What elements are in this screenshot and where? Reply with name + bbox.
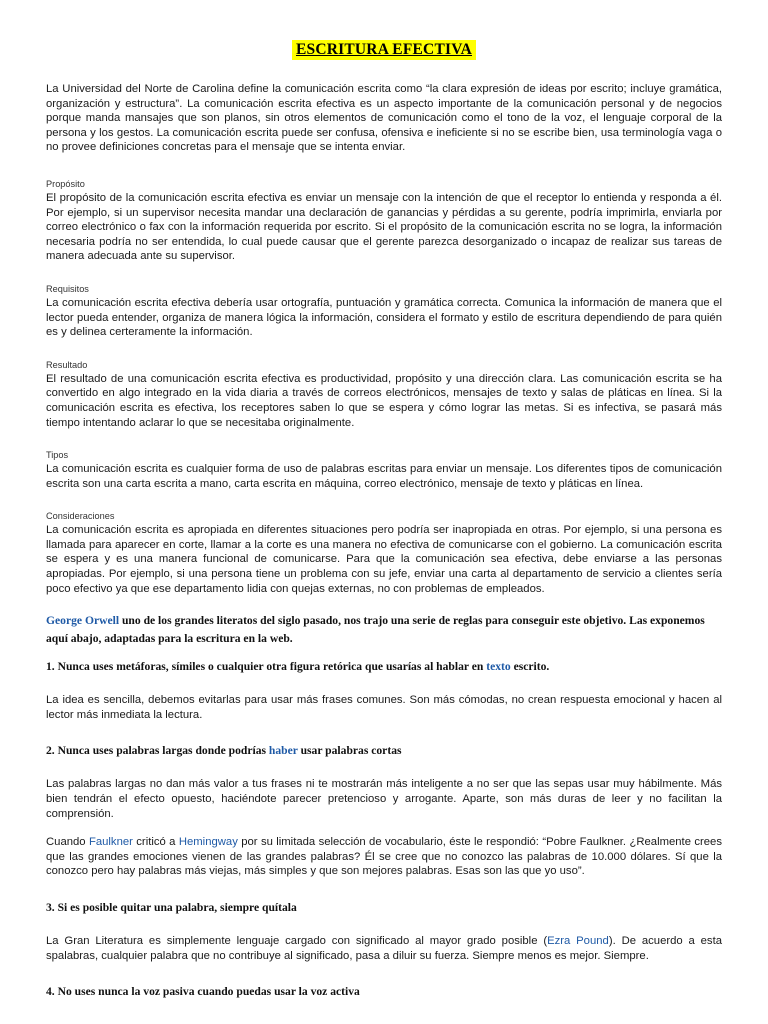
hemingway-link[interactable]: Hemingway <box>178 836 238 849</box>
george-orwell-link[interactable]: George Orwell <box>46 614 120 628</box>
rule-1-heading <box>46 658 722 676</box>
rule-4-heading: 4. No uses nunca la voz pasiva cuando puedas usar la voz activa <box>46 985 360 999</box>
section-heading: Tipos <box>46 450 69 461</box>
rule-2-text: 2. Nunca uses palabras largas donde podrías <box>46 744 269 758</box>
section-body: El resultado de una comunicación escrita efectiva es productividad, propósito y una dirección clara. Las comunicación escrita se ha convertido en algo integrado en la vida diaria a través de correos electrónicos, mensajes de texto y salas de pláticas en línea. Si la comunicación escrita es efectiva, los receptores saben lo que se espera y cómo lograr las metas. Si es infectiva, se pasará más tiempo intentando aclarar lo que se necesitaba originalmente. <box>46 372 722 429</box>
section-body: La comunicación escrita es cualquier forma de uso de palabras escritas para enviar un mensaje. Los diferentes tipos de comunicación escrita son una carta escrita a mano, carta escrita en máquina, correo electrónico, mensaje de texto y pláticas en línea. <box>46 463 722 490</box>
title-wrap <box>46 40 722 60</box>
rule-3-heading: 3. Si es posible quitar una palabra, siempre quítala <box>46 901 297 914</box>
page-title: ESCRITURA EFECTIVA <box>292 40 476 60</box>
texto-link[interactable]: texto <box>486 660 511 674</box>
rule-1-body: La idea es sencilla, debemos evitarlas para usar más frases comunes. Son más cómodas, no crean respuesta emocional y hacen al lector más inmediata la lectura. <box>46 694 722 721</box>
section-proposito <box>46 179 722 264</box>
section-heading: Propósito <box>46 178 85 189</box>
orwell-intro-text: uno de los grandes literatos del siglo pasado, nos trajo una serie de reglas para conseguir este objetivo. Las exponemos aquí abajo, adaptadas para la escritura en la web. <box>46 614 705 646</box>
quote-text: Cuando <box>46 836 89 849</box>
rule-3-body <box>46 934 722 963</box>
rule-2-quote <box>46 835 722 879</box>
haber-link[interactable]: haber <box>268 744 298 758</box>
rule-1-text-end: escrito. <box>510 660 550 674</box>
section-requisitos <box>46 284 722 340</box>
rule-3-text: La Gran Literatura es simplemente lenguaje cargado con significado al mayor grado posible ( <box>46 935 548 947</box>
section-heading: Resultado <box>46 359 88 370</box>
faulkner-link[interactable]: Faulkner <box>88 836 133 849</box>
rule-2-heading <box>46 742 722 760</box>
rule-1-text: 1. Nunca uses metáforas, símiles o cualquier otra figura retórica que usarías al hablar en <box>46 660 487 674</box>
section-body: La comunicación escrita es apropiada en diferentes situaciones pero podría ser inapropiada en otras. Por ejemplo, si una persona es llamada para aparecer en corte, llamar a la corte es una manera no efectiva de comunicarse con el gobierno. La comunicación escrita se espera y es una manera funcional de comunicarse. Para que la comunicación sea efectiva, debe enviarse a las personas apropiadas. Por ejemplo, si una persona tiene un problema con su jefe, enviar una carta al departamento de servicio a clientes sería poco efectivo ya que ese departamento lidia con quejas externas, no con problemas de empleados. <box>46 524 722 595</box>
section-body: El propósito de la comunicación escrita efectiva es enviar un mensaje con la intención de que el receptor lo entienda y responda a él. Por ejemplo, si un supervisor necesita mandar una declaración de ganancias y pérdidas a su gerente, podría imprimirla, enviarla por correo electrónico o fax con la información requerida por escrito. Si el propósito de la comunicación escrita no se logra, la información necesaria podría no ser entendida, lo cual puede causar que el gerente parezca desorganizado o incapaz de realizar sus tareas de manera adecuada ante su supervisor. <box>46 191 722 263</box>
rule-3-text-end: ). De acuerdo a esta spalabras, cualquier palabra que no contribuye al significado, pasa a diluir su fuerza. Siempre menos es mejor. Siempre. <box>46 935 722 962</box>
ezra-pound-link[interactable]: Ezra Pound <box>547 935 609 947</box>
rule-2-text-end: usar palabras cortas <box>297 744 402 758</box>
section-body: La comunicación escrita efectiva debería usar ortografía, puntuación y gramática correcta. Comunica la información de manera que el lector pueda entender, organiza de manera lógica la información, considera el formato y estilo de escritura dependiendo de para quién es y delinea certeramente la información. <box>46 296 722 339</box>
section-tipos <box>46 450 722 491</box>
intro-paragraph: La Universidad del Norte de Carolina define la comunicación escrita como “la clara expresión de ideas por escrito; incluye gramática, organización y estructura”. La comunicación escrita efectiva es un aspecto importante de la comunicación personal y de negocios porque manda mansajes que son planos, sin otros elementos de comunicación como el tono de la voz, el lenguaje corporal de la persona y los gestos. La comunicación escrita puede ser confusa, ofensiva e ineficiente si no se escribe bien, usa terminología vaga o no provee definiciones concretas para el mensaje que se intenta enviar. <box>46 83 722 154</box>
orwell-intro <box>46 612 722 648</box>
quote-text-end: por su limitada selección de vocabulario, éste le respondió: “Pobre Faulkner. ¿Realmente crees que las grandes emociones vienen de las grandes palabras? Él se cree que no conozco las palabras de 10.000 dólares. Sí que la conozco pero hay palabras más viejas, más simples y que son mejores palabras. Esas son las que yo uso”. <box>46 836 722 878</box>
section-heading: Requisitos <box>46 283 89 294</box>
section-heading: Consideraciones <box>46 511 115 522</box>
rule-2-body: Las palabras largas no dan más valor a tus frases ni te mostrarán más inteligente a no ser que las sepas usar muy hábilmente. Más bien tendrán el efecto opuesto, haciéndote parecer pretencioso y arrogante. Aparte, son más duras de leer y no facilitan la comprensión. <box>46 778 722 820</box>
section-resultado <box>46 360 722 430</box>
quote-text-mid: criticó a <box>132 836 179 849</box>
section-consideraciones <box>46 511 722 596</box>
